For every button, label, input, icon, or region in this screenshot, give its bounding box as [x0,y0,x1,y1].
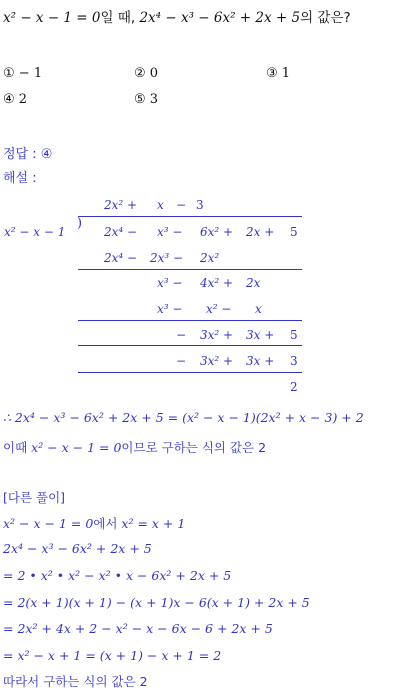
step2-term: x³ − [157,302,183,316]
quotient-term: x [157,198,164,212]
division-rule [78,269,302,270]
dividend-term: 2x + [246,225,275,239]
divisor: x² − x − 1 [4,225,66,239]
question-lead-text: 일 때, [100,10,136,26]
remainder: 2 [290,380,298,394]
alt-step: = 2x² + 4x + 2 − x² − x − 6x − 6 + 2x + 5 [3,621,273,636]
division-rule [78,345,302,346]
alt-substitution: x² = x + 1 [121,516,186,531]
question-expression: 2x⁴ − x³ − 6x² + 2x + 5 [139,10,301,26]
rem2-term: 5 [290,328,298,342]
alt-condition-line [3,514,185,532]
division-bracket: ) [77,216,83,231]
dividend-term: 2x⁴ − [104,225,138,239]
alt-title: [다른 풀이] [3,490,66,505]
division-rule [78,372,302,373]
alt-conclusion: 따라서 구하는 식의 값은 2 [3,674,148,689]
step1-term: 2x⁴ − [104,251,138,265]
step3-term: 3x² + [200,354,234,368]
rem1-term: 4x² + [200,276,234,290]
quotient-term: 3 [196,198,204,212]
choice-value: − 1 [18,66,43,81]
conclusion-pre: 이때 [3,440,28,455]
choice-value: 2 [18,92,28,107]
dividend-term: 6x² + [200,225,234,239]
alt-step: = x² − x + 1 = (x + 1) − x + 1 = 2 [3,648,222,663]
rem2-term: − [176,328,187,342]
alt-step: = 2(x + 1)(x + 1) − (x + 1)x − 6(x + 1) + 2x + 5 [3,595,310,610]
choice-number: ② [134,66,146,81]
explanation-label: 해설 : [3,171,37,186]
choice-4[interactable] [3,92,27,107]
rem2-term: 3x² + [200,328,234,342]
choice-number: ③ [266,66,278,81]
step3-term: 3 [290,354,298,368]
dividend-term: 5 [290,225,298,239]
step3-term: − [176,354,187,368]
step1-term: 2x³ − [150,251,184,265]
conclusion-post: 이므로 구하는 식의 값은 2 [121,440,267,455]
choice-2[interactable] [134,66,158,81]
choice-number: ① [3,66,15,81]
division-rule [78,320,302,321]
step3-term: 3x + [246,354,275,368]
step1-term: 2x² [200,251,220,265]
dividend-term: x³ − [157,225,183,239]
division-bar [78,216,302,217]
question-line [3,6,351,26]
choice-3[interactable] [266,66,290,81]
therefore-line: ∴ 2x⁴ − x³ − 6x² + 2x + 5 = (x² − x − 1)(2x² + x − 3) + 2 [3,410,364,425]
rem1-term: x³ − [157,276,183,290]
step2-term: x [255,302,262,316]
step2-term: x² − [206,302,232,316]
choice-number: ④ [3,92,15,107]
choice-5[interactable] [134,92,158,107]
rem1-term: 2x [246,276,261,290]
alt-step: = 2 • x² • x² − x² • x − 6x² + 2x + 5 [3,568,232,583]
conclusion-line [3,438,266,456]
conclusion-math: x² − x − 1 = 0 [31,440,122,455]
alt-condition: x² − x − 1 = 0 [3,516,94,531]
choice-value: 3 [149,92,159,107]
question-tail-text: 의 값은? [300,10,351,26]
alt-step: 2x⁴ − x³ − 6x² + 2x + 5 [3,541,152,556]
answer-label: 정답 : [3,147,37,162]
answer-value: ④ [40,147,53,162]
question-condition: x² − x − 1 = 0 [3,10,101,26]
rem2-term: 3x + [246,328,275,342]
quotient-term: − [176,198,187,212]
choice-value: 1 [281,66,291,81]
alt-condition-mid: 에서 [93,516,118,531]
quotient-term: 2x² + [104,198,138,212]
choice-value: 0 [149,66,159,81]
choice-1[interactable] [3,66,42,81]
choice-number: ⑤ [134,92,146,107]
answer-line [3,143,52,162]
